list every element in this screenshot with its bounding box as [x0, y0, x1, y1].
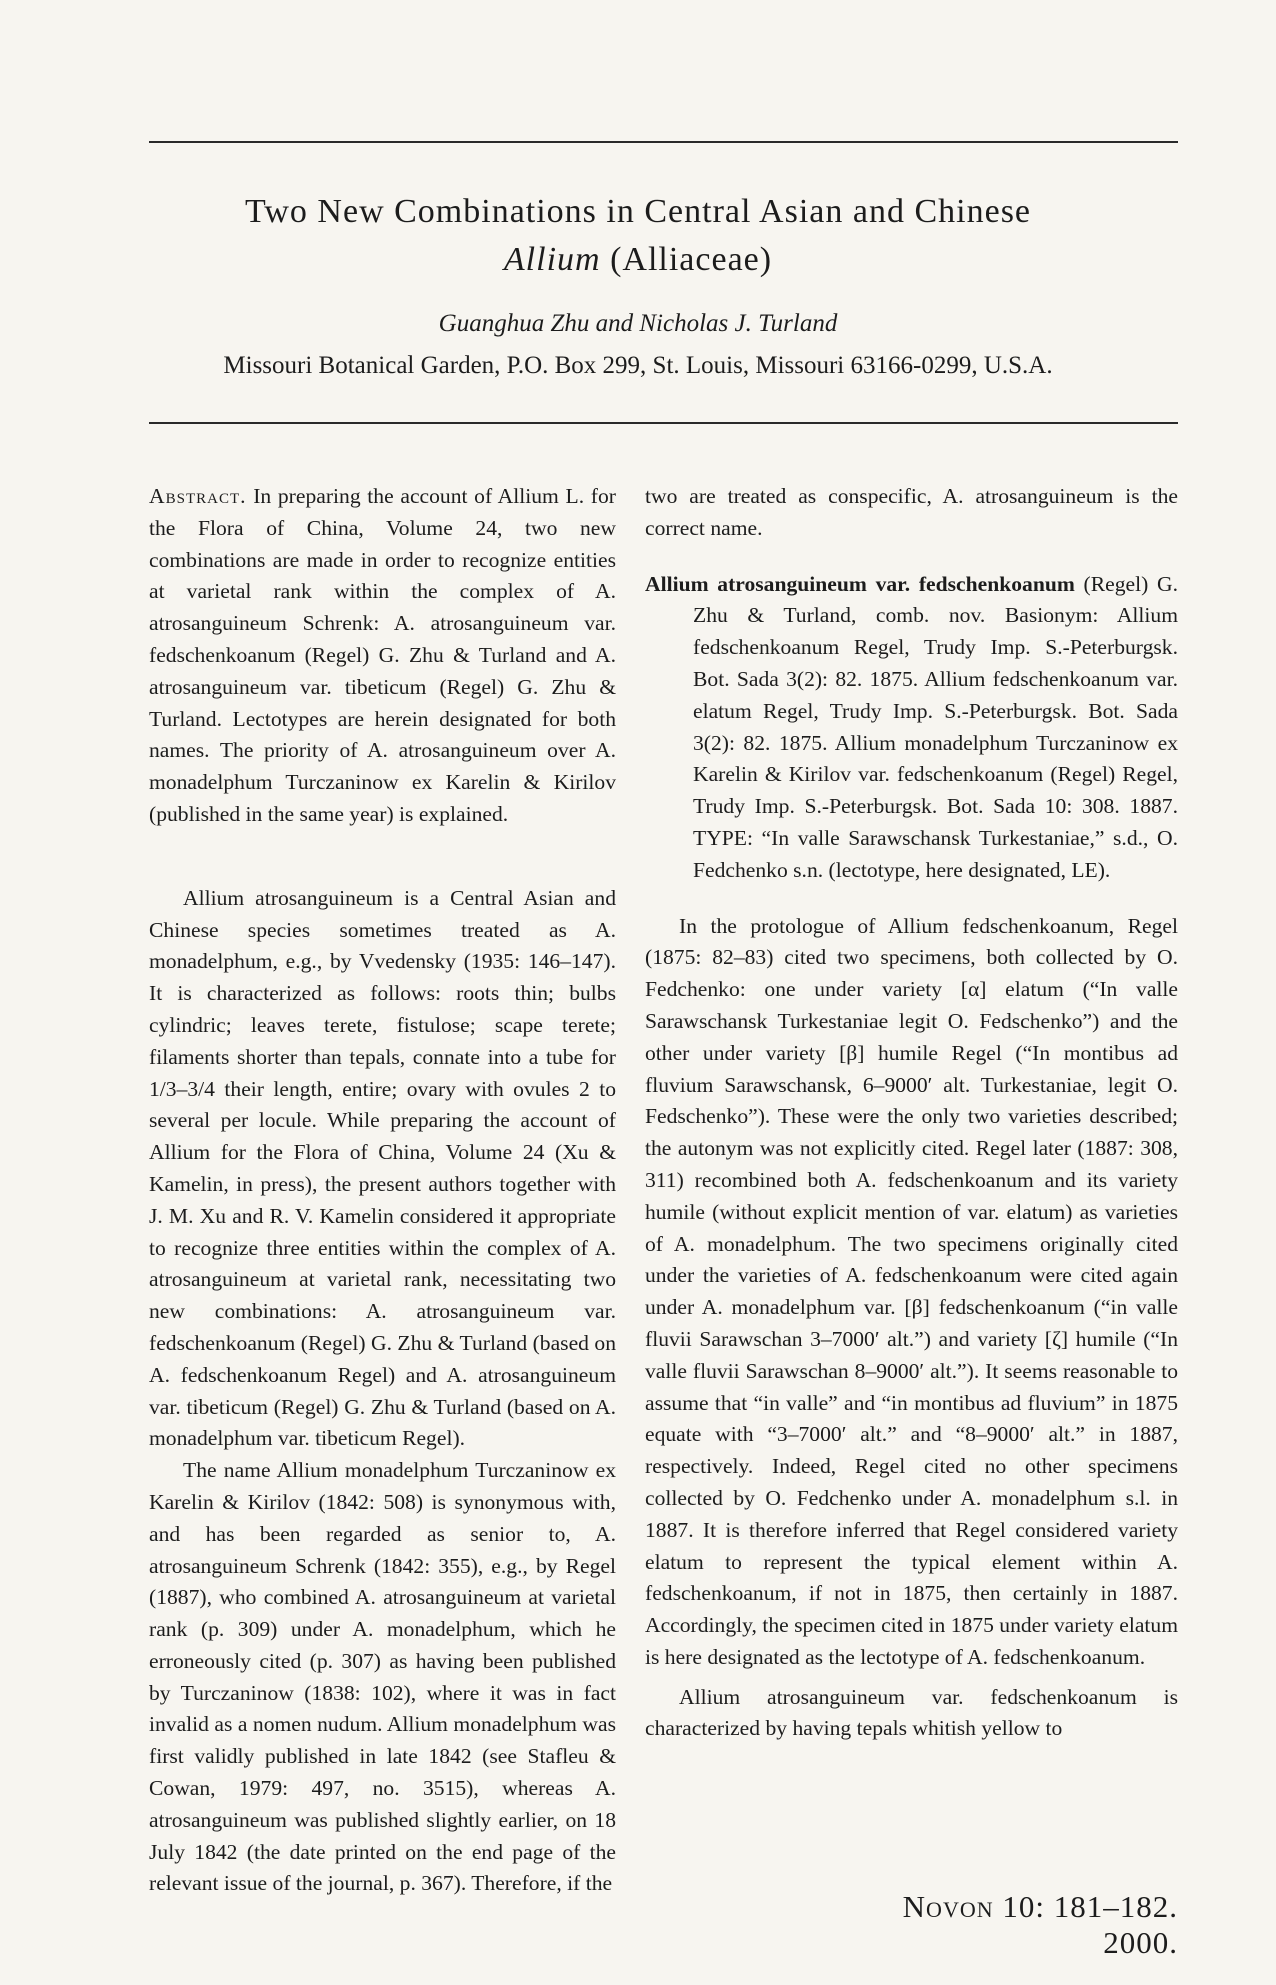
top-rule: [149, 141, 1178, 143]
affiliation: Missouri Botanical Garden, P.O. Box 299, St. Louis, Missouri 63166-0299, U.S.A.: [223, 352, 1053, 379]
page-footer: [830, 1889, 1178, 1961]
body-paragraph-3: In the protologue of Allium fedschenkoanum, Regel (1875: 82–83) cited two specimens, both collected by O. Fedchenko: one under variety [α] elatum (“In valle Sarawschansk Turkestaniae legit O. Fedschenko”) and the other under variety [β] humile Regel (“In montibus ad fluvium Sarawschansk, 6–9000′ alt. Turkestaniae, legit O. Fedschenko”). These were the only two varieties described; the autonym was not explicitly cited. Regel later (1887: 308, 311) recombined both A. fedschenkoanum and its variety humile (without explicit mention of var. elatum) as varieties of A. monadelphum. The two specimens originally cited under the varieties of A. fedschenkoanum were cited again under A. monadelphum var. [β] fedschenkoanum (“in valle fluvii Sarawschan 3–7000′ alt.”) and variety [ζ] humile (“In valle fluvii Sarawschan 8–9000′ alt.”). It seems reasonable to assume that “in valle” and “in montibus ad fluvium” in 1875 equate with “3–7000′ alt.” and “8–9000′ alt.” in 1887, respectively. Indeed, Regel cited no other specimens collected by O. Fedchenko under A. monadelphum s.l. in 1887. It is therefore inferred that Regel considered variety elatum to represent the typical element within A. fedschenkoanum, if not in 1875, then certainly in 1887. Accordingly, the specimen cited in 1875 under variety elatum is here designated as the lectotype of A. fedschenkoanum.: [645, 913, 1178, 1669]
continued-paragraph: two are treated as conspecific, A. atrosanguineum is the correct name.: [645, 484, 1178, 540]
entry-text: (Regel) G. Zhu & Turland, comb. nov. Basionym: Allium fedschenkoanum Regel, Trudy Imp. S.-Peterburgsk. Bot. Sada 3(2): 82. 1875. Allium fedschenkoanum var. elatum Regel, Trudy Imp. S.-Peterburgsk. Bot. Sada 3(2): 82. 1875. Allium monadelphum Turczaninow ex Karelin & Kirilov var. fedschenkoanum (Regel) Regel, Trudy Imp. S.-Peterburgsk. Bot. Sada 10: 308. 1887. TYPE: “In valle Sarawschansk Turkestaniae,” s.d., O. Fedchenko s.n. (lectotype, here designated, LE).: [693, 571, 1178, 882]
journal-name: Novon: [902, 1889, 994, 1924]
header-rule: [149, 422, 1178, 424]
body-paragraph-2: The name Allium monadelphum Turczaninow ex Karelin & Kirilov (1842: 508) is synonymous with, and has been regarded as senior to, A. atrosanguineum Schrenk (1842: 355), e.g., by Regel (1887), who combined A. atrosanguineum at varietal rank (p. 309) under A. monadelphum, which he erroneously cited (p. 307) as having been published by Turczaninow (1838: 102), where it was in fact invalid as a nomen nudum. Allium monadelphum was first validly published in late 1842 (see Stafleu & Cowan, 1979: 497, no. 3515), whereas A. atrosanguineum was published slightly earlier, on 18 July 1842 (the date printed on the end page of the relevant issue of the journal, p. 367). Therefore, if the: [149, 1458, 616, 1896]
entry-heading: Allium atrosanguineum var. fedschenkoanum: [645, 571, 1075, 596]
body-paragraph-4: Allium atrosanguineum var. fedschenkoanum is characterized by having tepals whitish yellow to: [645, 1684, 1178, 1741]
nomenclature-entry: [645, 569, 1178, 887]
left-column: [149, 481, 616, 1900]
authors: Guanghua Zhu and Nicholas J. Turland: [438, 310, 838, 337]
abstract-label: Abstract.: [149, 484, 247, 508]
abstract-text: In preparing the account of Allium L. for the Flora of China, Volume 24, two new combinations are made in order to recognize entities at varietal rank within the complex of A. atrosanguineum Schrenk: A. atrosanguineum var. fedschenkoanum (Regel) G. Zhu & Turland and A. atrosanguineum var. tibeticum (Regel) G. Zhu & Turland. Lectotypes are herein designated for both names. The priority of A. atrosanguineum over A. monadelphum Turczaninow ex Karelin & Kirilov (published in the same year) is explained.: [149, 484, 616, 826]
article-title: [0, 188, 1276, 284]
journal-citation: 10: 181–182. 2000.: [1002, 1889, 1178, 1960]
title-family: (Alliaceae): [610, 241, 773, 278]
abstract: [149, 481, 616, 831]
body-paragraph-1: Allium atrosanguineum is a Central Asian and Chinese species sometimes treated as A. monadelphum, e.g., by Vvedensky (1935: 146–147). It is characterized as follows: roots thin; bulbs cylindric; leaves terete, fistulose; scape terete; filaments shorter than tepals, connate into a tube for 1/3–3/4 their length, entire; ovary with ovules 2 to several per locule. While preparing the account of Allium for the Flora of China, Volume 24 (Xu & Kamelin, in press), the present authors together with J. M. Xu and R. V. Kamelin considered it appropriate to recognize three entities within the complex of A. atrosanguineum at varietal rank, necessitating two new combinations: A. atrosanguineum var. fedschenkoanum (Regel) G. Zhu & Turland (based on A. fedschenkoanum Regel) and A. atrosanguineum var. tibeticum (Regel) G. Zhu & Turland (based on A. monadelphum var. tibeticum Regel).: [149, 885, 616, 1451]
title-line-2: [0, 236, 1276, 284]
title-line-1: Two New Combinations in Central Asian and Chinese: [244, 193, 1032, 230]
title-genus: Allium: [503, 241, 601, 278]
right-column: [645, 481, 1178, 1745]
